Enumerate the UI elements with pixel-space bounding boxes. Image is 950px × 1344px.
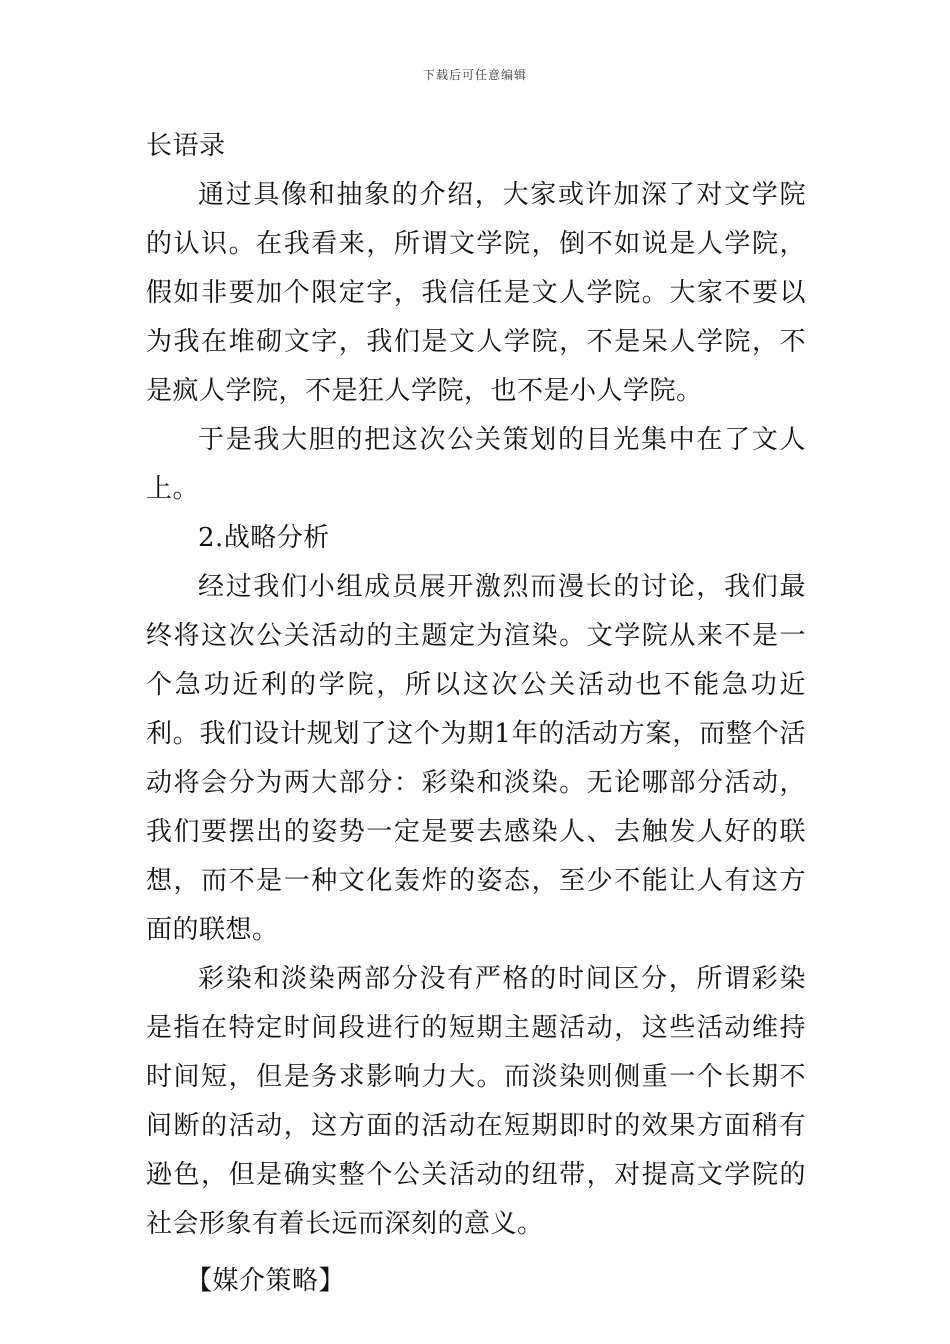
paragraph-intro: 通过具像和抽象的介绍，大家或许加深了对文学院的认识。在我看来，所谓文学院，倒不如说是人学院，假如非要加个限定字，我信任是文人学院。大家不要以为我在堆砌文字，我们是文人学院，不是呆人学院，不是疯人学院，不是狂人学院，也不是小人学院。 (146, 180, 806, 406)
paragraph-strategy: 经过我们小组成员展开激烈而漫长的讨论，我们最终将这次公关活动的主题定为渲染。文学院从来不是一个急功近利的学院，所以这次公关活动也不能急功近利。我们设计规划了这个为期1年的活动方案，而整个活动将会分为两大部分：彩染和淡染。无论哪部分活动，我们要摆出的姿势一定是要去感染人、去触发人好的联想，而不是一种文化轰炸的姿态，至少不能让人有这方面的联想。 (146, 572, 806, 945)
title-line: 长语录 (146, 131, 226, 161)
document-body (146, 122, 806, 1306)
section-heading-media: 【媒介策略】 (186, 1266, 346, 1296)
section-number-heading: 2.战略分析 (198, 523, 330, 553)
paragraph-focus: 于是我大胆的把这次公关策划的目光集中在了文人上。 (146, 425, 806, 504)
paragraph-dyeing: 彩染和淡染两部分没有严格的时间区分，所谓彩染是指在特定时间段进行的短期主题活动，这些活动维持时间短，但是务求影响力大。而淡染则侧重一个长期不间断的活动，这方面的活动在短期即时的效果方面稍有逊色，但是确实整个公关活动的纽带，对提高文学院的社会形象有着长远而深刻的意义。 (146, 964, 806, 1239)
header-note: 下载后可任意编辑 (422, 68, 527, 82)
